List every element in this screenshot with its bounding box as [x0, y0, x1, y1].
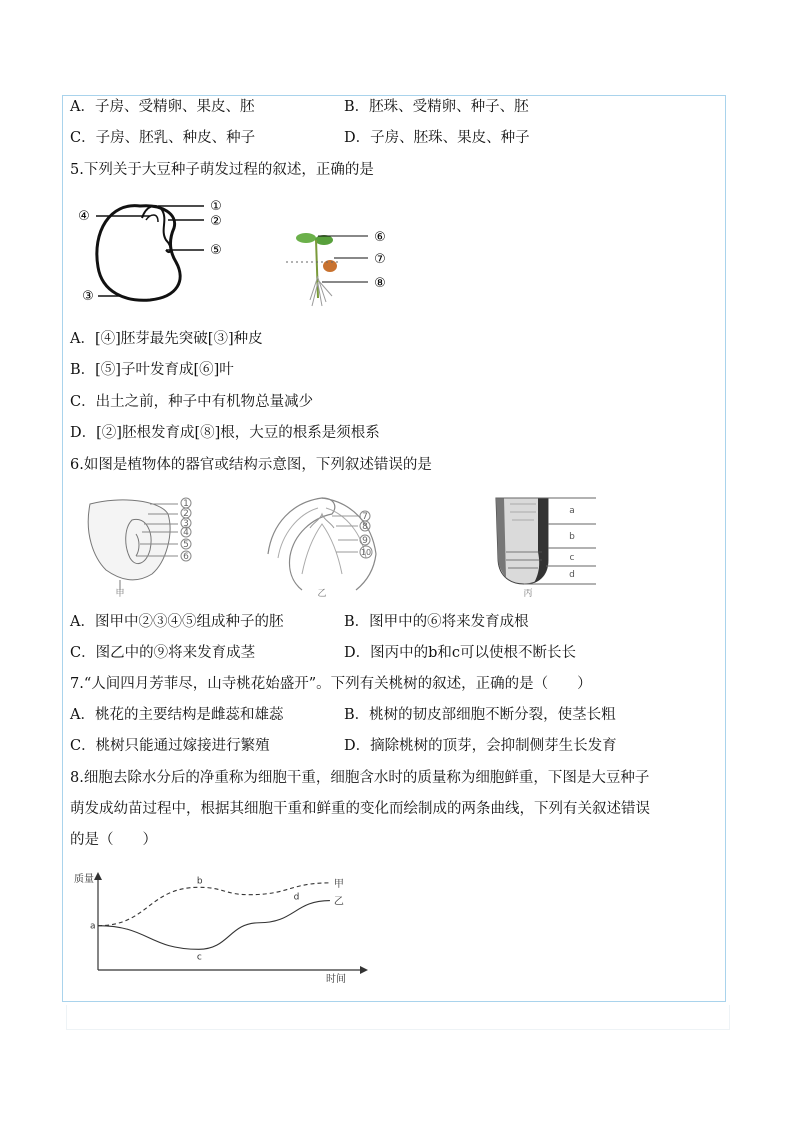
q4-option-d: D．子房、胚珠、果皮、种子	[344, 130, 530, 146]
bing-label-d: d	[569, 570, 575, 580]
point-label-c: c	[196, 952, 202, 963]
q5-option-b: B．[⑤]子叶发育成[⑥]叶	[70, 362, 234, 378]
seed-diagram	[70, 192, 230, 312]
q6-option-c: C．图乙中的⑨将来发育成茎	[70, 645, 256, 661]
yi-label-10: 10	[360, 548, 372, 557]
bing-label-b: b	[569, 532, 575, 542]
yi-label-7: 7	[362, 512, 368, 522]
q7-stem: 7.“人间四月芳菲尽，山寺桃花始盛开”。下列有关桃树的叙述，正确的是（ ）	[70, 676, 592, 692]
label-1: ①	[210, 199, 222, 214]
q8-stem-line1: 8.细胞去除水分后的净重称为细胞干重，细胞含水时的质量称为细胞鲜重，下图是大豆种子	[70, 770, 650, 786]
bud-diagram	[262, 494, 412, 598]
q8-stem-line2: 萌发成幼苗过程中，根据其细胞干重和鲜重的变化而绘制成的两条曲线，下列有关叙述错误	[70, 801, 650, 817]
seedling-diagram	[282, 226, 392, 308]
bing-label-c: c	[569, 553, 575, 563]
point-label-d: d	[293, 892, 300, 903]
point-label-b: b	[196, 876, 203, 887]
q8-stem-line3: 的是（ ）	[70, 832, 157, 848]
jia-label-5: 5	[183, 540, 189, 550]
label-5: ⑤	[210, 243, 222, 258]
y-axis-arrow	[94, 872, 102, 880]
yi-label-8: 8	[362, 522, 368, 532]
label-6: ⑥	[374, 230, 386, 245]
q5-option-d: D．[②]胚根发育成[⑧]根，大豆的根系是须根系	[70, 425, 380, 441]
q7-option-a: A．桃花的主要结构是雌蕊和雄蕊	[70, 707, 284, 723]
q7-option-d: D．摘除桃树的顶芽，会抑制侧芽生长发育	[344, 738, 617, 754]
q6-option-a: A．图甲中②③④⑤组成种子的胚	[70, 614, 284, 630]
q4-option-c: C．子房、胚乳、种皮、种子	[70, 130, 256, 146]
jia-label-2: 2	[183, 509, 189, 519]
yi-label-9: 9	[362, 536, 368, 546]
y-axis-label: 质量	[74, 874, 94, 885]
mass-chart	[70, 866, 370, 984]
q4-option-a: A．子房、受精卵、果皮、胚	[70, 99, 255, 115]
q5-option-a: A．[④]胚芽最先突破[③]种皮	[70, 331, 263, 347]
x-axis-label: 时间	[326, 974, 346, 985]
x-axis-arrow	[360, 966, 368, 974]
caption-yi: 乙	[317, 589, 327, 599]
corn-seed-diagram	[80, 494, 200, 598]
q7-option-c: C．桃树只能通过嫁接进行繁殖	[70, 738, 270, 754]
label-4: ④	[78, 209, 90, 224]
caption-jia: 甲	[115, 589, 125, 599]
point-label-a: a	[90, 921, 96, 932]
series-line-0	[98, 883, 330, 926]
series-label-1: 乙	[333, 896, 344, 908]
q7-option-b: B．桃树的韧皮部细胞不断分裂，使茎长粗	[344, 707, 616, 723]
q6-stem: 6.如图是植物体的器官或结构示意图，下列叙述错误的是	[70, 457, 432, 473]
caption-bing: 丙	[523, 589, 533, 599]
q6-option-d: D．图丙中的b和c可以使根不断长长	[344, 645, 577, 661]
label-2: ②	[210, 214, 222, 229]
q6-option-b: B．图甲中的⑥将来发育成根	[344, 614, 529, 630]
jia-label-3: 3	[183, 519, 189, 529]
label-8: ⑧	[374, 276, 386, 291]
q5-stem: 5.下列关于大豆种子萌发过程的叙述，正确的是	[70, 162, 374, 178]
jia-label-1: 1	[183, 499, 189, 509]
q4-option-b: B．胚珠、受精卵、种子、胚	[344, 99, 529, 115]
q5-option-c: C．出土之前，种子中有机物总量减少	[70, 394, 314, 410]
bing-label-a: a	[569, 506, 575, 516]
jia-label-4: 4	[183, 528, 189, 538]
label-7: ⑦	[374, 252, 386, 267]
page-frame-lower	[66, 1005, 730, 1030]
jia-label-6: 6	[183, 552, 189, 562]
label-3: ③	[82, 289, 94, 304]
series-line-1	[98, 901, 330, 950]
root-tip-diagram	[476, 492, 606, 598]
series-label-0: 甲	[333, 878, 344, 890]
